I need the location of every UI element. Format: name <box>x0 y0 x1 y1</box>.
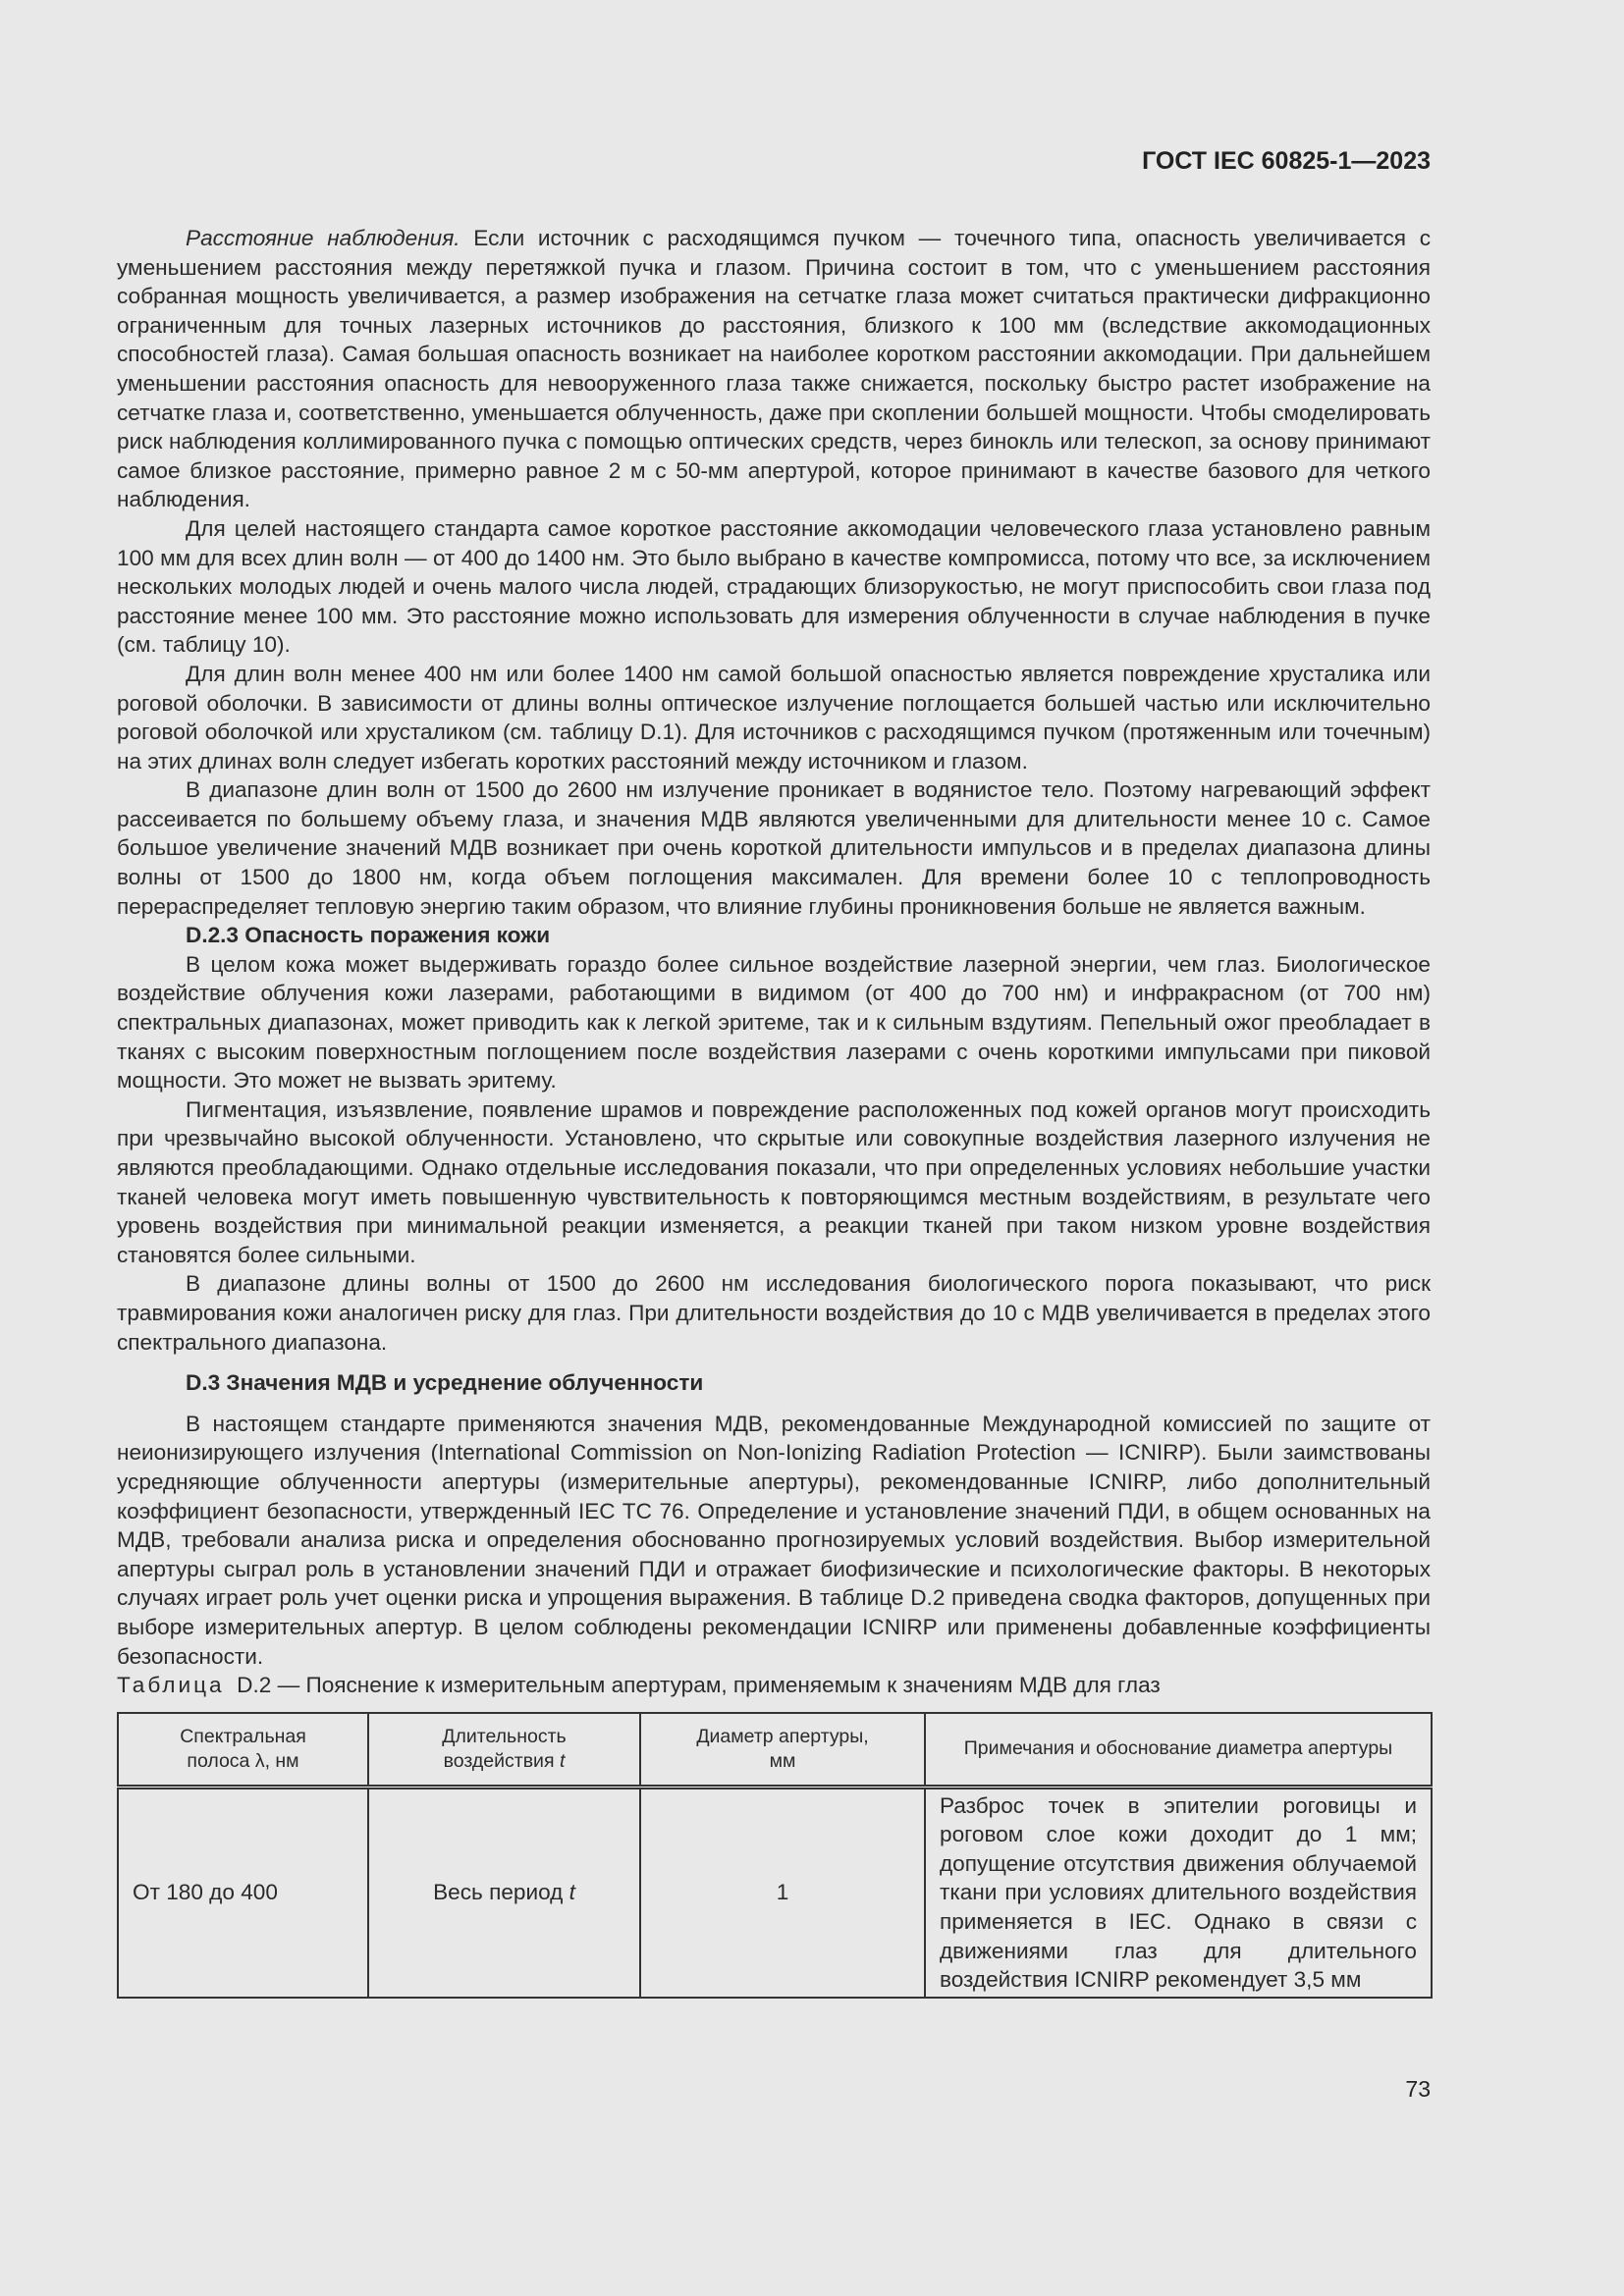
paragraph-aqueous: В диапазоне длин волн от 1500 до 2600 нм излучение проникает в водянистое тело. Поэтому нагревающий эффект рассеивается по большему объему глаза, и значения МДВ являются увеличенными для длительности менее 10 с. Самое большое увеличение значений МДВ возникает при очень короткой длительности импульсов и в пределах диапазона длины волны от 1500 до 1800 нм, когда объем поглощения максимален. Для времени более 10 с теплопроводность перераспределяет тепловую энергию таким образом, что влияние глубины проникновения больше не является важным. <box>117 777 1431 919</box>
section-heading-d23: D.2.3 Опасность поражения кожи <box>186 923 551 948</box>
page-number: 73 <box>1405 2076 1431 2102</box>
cell-note: Разброс точек в эпителии роговицы и роговом слое кожи доходит до 1 мм; допущение отсутствия движения облучаемой ткани при условиях длительного воздействия применяется в IEC. Однако в связи с движениями глаз для длительного воздействия ICNIRP рекомендует 3,5 мм <box>925 1787 1432 1998</box>
table-caption-text: D.2 — Пояснение к измерительным апертурам, применяемым к значениям МДВ для глаз <box>237 1673 1161 1698</box>
paragraph-cornea-lens: Для длин волн менее 400 нм или более 1400 нм самой большой опасностью является повреждение хрусталика или роговой оболочки. В зависимости от длины волны оптическое излучение поглощается большей частью или исключительно роговой оболочкой или хрусталиком (см. таблицу D.1). Для источников с расходящимся пучком (протяженным или точечным) на этих длинах волн следует избегать коротких расстояний между источником и глазом. <box>117 661 1431 774</box>
cell-duration: Весь период t <box>368 1787 640 1998</box>
cell-diameter: 1 <box>640 1787 925 1998</box>
document-header: ГОСТ IEC 60825-1—2023 <box>1142 147 1431 175</box>
paragraph-mpe: В настоящем стандарте применяются значения МДВ, рекомендованные Международной комиссией по защите от неионизирующего излучения (International Commission on Non-Ionizing Radiation Protection — ICNIRP). Были заимствованы усредняющие облученности апертуры (измерительные апертуры), рекомендованные ICNIRP, либо дополнительный коэффициент безопасности, утвержденный IEC TC 76. Определение и установление значений ПДИ, в общем основанных на МДВ, требовали анализа риска и определения обоснованно прогнозируемых условий воздействия. Выбор измерительной апертуры сыграл роль в установлении значений ПДИ и отражает биофизические и психологические факторы. В некоторых случаях играет роль учет оценки риска и упрощения выражения. В таблице D.2 приведена сводка факторов, допущенных при выборе измерительных апертур. В целом соблюдены рекомендации ICNIRP или применены добавленные коэффициенты безопасности. <box>117 1411 1431 1669</box>
cell-band: От 180 до 400 <box>118 1787 368 1998</box>
paragraph-accommodation: Для целей настоящего стандарта самое короткое расстояние аккомодации человеческого глаза установлено равным 100 мм для всех длин волн — от 400 до 1400 нм. Это было выбрано в качестве компромисса, потому что все, за исключением нескольких молодых людей и очень малого числа людей, страдающих близорукостью, не могут приспособить свои глаза под расстояние менее 100 мм. Это расстояние можно использовать для измерения облученности в случае наблюдения в пучке (см. таблицу 10). <box>117 515 1431 658</box>
table-caption-word: Таблица <box>117 1673 225 1698</box>
header-aperture-diameter: Диаметр апертуры, мм <box>640 1713 925 1788</box>
section-heading-d3: D.3 Значения МДВ и усреднение облученности <box>186 1370 704 1396</box>
paragraph-skin-2: Пигментация, изъязвление, появление шрамов и повреждение расположенных под кожей органов могут происходить при чрезвычайно высокой облученности. Установлено, что скрытые или совокупные воздействия лазерного излучения не являются преобладающими. Однако отдельные исследования показали, что при определенных условиях небольшие участки тканей человека могут иметь повышенную чувствительность к повторяющимся местным воздействиям, в результате чего уровень воздействия при минимальной реакции изменяется, а реакции тканей при таком низком уровне воздействия становятся более сильными. <box>117 1096 1431 1267</box>
paragraph-viewing-distance <box>117 224 1431 514</box>
header-notes: Примечания и обоснование диаметра апертуры <box>925 1713 1432 1788</box>
document-body <box>117 224 1431 1999</box>
table-caption <box>117 1671 1431 1700</box>
header-exposure-duration: Длительность воздействия t <box>368 1713 640 1788</box>
paragraph-text: Если источник с расходящимся пучком — точечного типа, опасность увеличивается с уменьшением расстояния между перетяжкой пучка и глазом. Причина состоит в том, что с уменьшением расстояния собранная мощность увеличивается, а размер изображения на сетчатке глаза может считаться практически дифракционно ограниченным для точных лазерных источников до расстояния, близкого к 100 мм (вследствие аккомодационных способностей глаза). Самая большая опасность возникает на наиболее коротком расстоянии аккомодации. При дальнейшем уменьшении расстояния опасность для невооруженного глаза также снижается, поскольку быстро растет изображение на сетчатке глаза и, соответственно, уменьшается облученность, даже при скоплении большей мощности. Чтобы смоделировать риск наблюдения коллимированного пучка с помощью оптических средств, через бинокль или телескоп, за основу принимают самое близкое расстояние, примерно равное 2 м с 50-мм апертурой, которое принимают в качестве базового для четкого наблюдения. <box>117 226 1431 512</box>
header-spectral-band: Спектральная полоса λ, нм <box>118 1713 368 1788</box>
paragraph-skin-1: В целом кожа может выдерживать гораздо более сильное воздействие лазерной энергии, чем глаз. Биологическое воздействие облучения кожи лазерами, работающими в видимом (от 400 до 700 нм) и инфракрасном (от 700 нм) спектральных диапазонах, может приводить как к легкой эритеме, так и к сильным вздутиям. Пепельный ожог преобладает в тканях с высоким поверхностным поглощением после воздействия лазерами с очень короткими импульсами при пиковой мощности. Это может не вызвать эритему. <box>117 951 1431 1094</box>
table-row <box>118 1787 1432 1998</box>
table-header-row <box>118 1713 1432 1788</box>
paragraph-lead-term: Расстояние наблюдения. <box>186 226 460 250</box>
paragraph-skin-3: В диапазоне длины волны от 1500 до 2600 нм исследования биологического порога показывают, что риск травмирования кожи аналогичен риску для глаз. При длительности воздействия до 10 с МДВ увеличивается в пределах этого спектрального диапазона. <box>117 1271 1431 1355</box>
aperture-table <box>117 1712 1433 1999</box>
